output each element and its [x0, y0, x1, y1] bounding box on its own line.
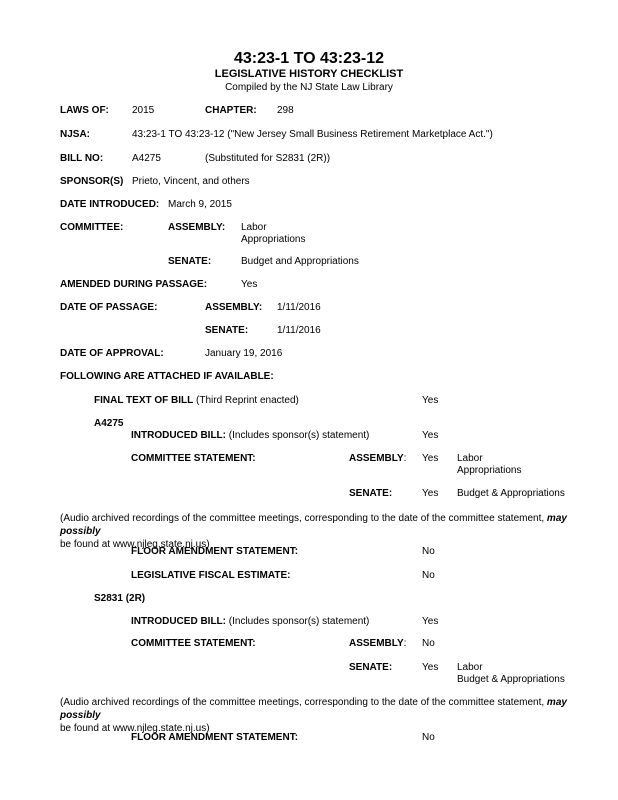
committee-senate-label: SENATE:	[168, 256, 212, 267]
passage-assembly-value: 1/11/2016	[277, 302, 321, 313]
njsa-label: NJSA:	[60, 129, 91, 140]
a4275-fiscal-value: No	[422, 570, 435, 581]
committee-label: COMMITTEE:	[60, 222, 124, 233]
committee-assembly-2: Appropriations	[241, 234, 306, 245]
passage-senate-label: SENATE:	[205, 325, 249, 336]
date-introduced-value: March 9, 2015	[168, 199, 232, 210]
page-title: 43:23-1 TO 43:23-12	[233, 50, 384, 67]
s2831-senate-label: SENATE:	[349, 662, 393, 673]
s2831-senate-committee-1: Labor	[457, 662, 483, 673]
laws-of-value: 2015	[132, 105, 155, 116]
a4275-floor-label: FLOOR AMENDMENT STATEMENT:	[131, 546, 299, 557]
s2831-assembly-colon: :	[403, 638, 407, 649]
passage-assembly-label: ASSEMBLY:	[205, 302, 263, 313]
final-text-label: FINAL TEXT OF BILL	[94, 395, 194, 406]
a4275-assembly-colon: :	[403, 453, 407, 464]
s2831-heading: S2831 (2R)	[94, 593, 146, 604]
a4275-floor-value: No	[422, 546, 435, 557]
a4275-introduced-value: Yes	[422, 430, 439, 441]
page-subtitle: LEGISLATIVE HISTORY CHECKLIST	[214, 68, 404, 80]
committee-senate-value: Budget and Appropriations	[241, 256, 359, 267]
date-of-passage-label: DATE OF PASSAGE:	[60, 302, 158, 313]
a4275-audio-note-url: be found at www.njleg.state.nj.us)	[60, 539, 210, 550]
a4275-audio-note-emphasis: may possibly	[60, 513, 567, 537]
s2831-introduced-note: (Includes sponsor(s) statement)	[226, 616, 370, 627]
s2831-introduced-value: Yes	[422, 616, 439, 627]
s2831-audio-note-url: be found at www.njleg.state.nj.us)	[60, 723, 210, 734]
s2831-floor-value: No	[422, 732, 435, 743]
s2831-assembly-word: ASSEMBLY	[349, 638, 404, 649]
final-text-row	[94, 395, 299, 407]
committee-assembly-label: ASSEMBLY:	[168, 222, 226, 233]
a4275-assembly-word: ASSEMBLY	[349, 453, 404, 464]
passage-senate-value: 1/11/2016	[277, 325, 321, 336]
a4275-fiscal-label: LEGISLATIVE FISCAL ESTIMATE:	[131, 570, 291, 581]
date-of-approval-value: January 19, 2016	[205, 348, 283, 359]
bill-no-value: A4275	[132, 153, 161, 164]
chapter-value: 298	[277, 105, 294, 116]
s2831-audio-note-emphasis: may possibly	[60, 697, 567, 721]
s2831-assembly-label	[349, 638, 406, 650]
a4275-assembly-committee-1: Labor	[457, 453, 483, 464]
s2831-audio-note	[60, 696, 605, 735]
a4275-senate-value: Yes	[422, 488, 439, 499]
date-of-approval-label: DATE OF APPROVAL:	[60, 348, 164, 359]
bill-no-label: BILL NO:	[60, 153, 104, 164]
a4275-assembly-committee-2: Appropriations	[457, 465, 522, 476]
s2831-committee-statement-label: COMMITTEE STATEMENT:	[131, 638, 256, 649]
a4275-introduced-row	[131, 430, 369, 442]
s2831-senate-value: Yes	[422, 662, 439, 673]
date-introduced-label: DATE INTRODUCED:	[60, 199, 160, 210]
laws-of-label: LAWS OF:	[60, 105, 109, 116]
a4275-heading: A4275	[94, 418, 124, 429]
attached-heading: FOLLOWING ARE ATTACHED IF AVAILABLE:	[60, 371, 274, 382]
a4275-assembly-label	[349, 453, 406, 465]
final-text-note: (Third Reprint enacted)	[193, 395, 299, 406]
a4275-committee-statement-label: COMMITTEE STATEMENT:	[131, 453, 256, 464]
s2831-floor-label: FLOOR AMENDMENT STATEMENT:	[131, 732, 299, 743]
s2831-introduced-label: INTRODUCED BILL:	[131, 616, 226, 627]
a4275-introduced-label: INTRODUCED BILL:	[131, 430, 226, 441]
a4275-introduced-note: (Includes sponsor(s) statement)	[226, 430, 370, 441]
sponsors-label: SPONSOR(S)	[60, 176, 124, 187]
bill-no-note: (Substituted for S2831 (2R))	[205, 153, 331, 164]
s2831-assembly-value: No	[422, 638, 435, 649]
s2831-introduced-row	[131, 616, 369, 628]
a4275-assembly-value: Yes	[422, 453, 439, 464]
a4275-audio-note-text: (Audio archived recordings of the committee meetings, corresponding to the date of the committee statement,	[60, 513, 547, 524]
compiled-by: Compiled by the NJ State Law Library	[225, 82, 393, 93]
amended-label: AMENDED DURING PASSAGE:	[60, 279, 208, 290]
amended-value: Yes	[241, 279, 258, 290]
s2831-audio-note-text: (Audio archived recordings of the committee meetings, corresponding to the date of the committee statement,	[60, 697, 547, 708]
njsa-value: 43:23-1 TO 43:23-12 ("New Jersey Small Business Retirement Marketplace Act.")	[132, 129, 493, 140]
s2831-senate-committee-2: Budget & Appropriations	[457, 674, 565, 685]
chapter-label: CHAPTER:	[205, 105, 257, 116]
committee-assembly-1: Labor	[241, 222, 267, 233]
a4275-senate-committee: Budget & Appropriations	[457, 488, 565, 499]
sponsors-value: Prieto, Vincent, and others	[132, 176, 250, 187]
final-text-value: Yes	[422, 395, 439, 406]
a4275-senate-label: SENATE:	[349, 488, 393, 499]
